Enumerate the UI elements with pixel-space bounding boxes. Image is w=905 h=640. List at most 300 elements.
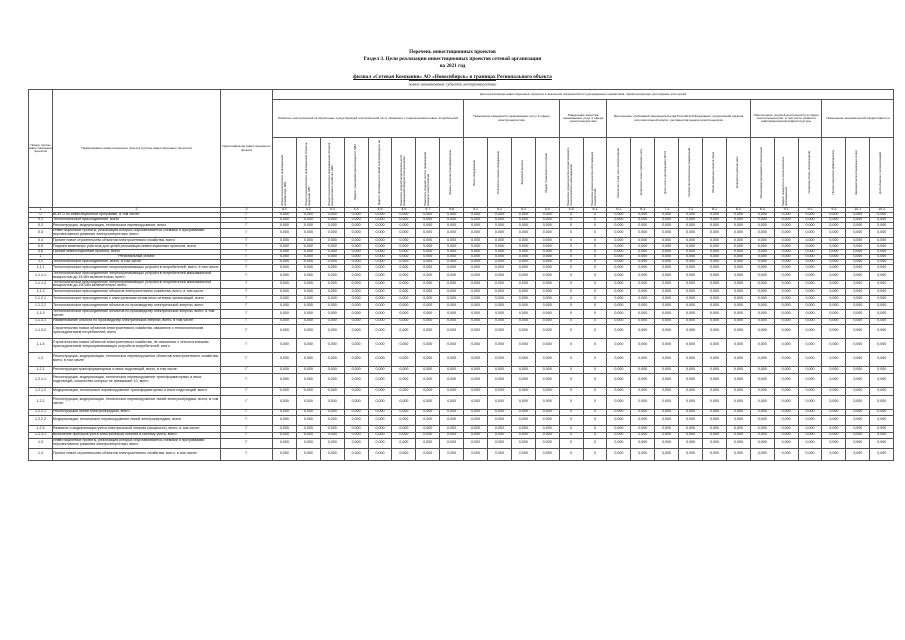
row-value: 0,000 (488, 395, 512, 409)
row-value: 0 (583, 272, 607, 281)
row-value: 0,000 (846, 265, 870, 272)
row-value: 0,000 (320, 303, 344, 310)
col-sub-header (368, 138, 392, 208)
col-sub-header-label: Индекс технического состояния (544, 152, 548, 193)
row-value: 0,000 (320, 448, 344, 460)
row-value: 0,000 (416, 229, 440, 238)
row-value: 0 (583, 338, 607, 352)
row-value: 0,000 (655, 244, 679, 250)
col-number: 5.5 (559, 208, 583, 213)
row-value: 0 (559, 229, 583, 238)
row-name: Покупка земельных участков для целей реализации инвестиционных проектов, всего (53, 244, 221, 250)
col-number: 4.5 (368, 208, 392, 213)
row-value: 0,000 (273, 260, 297, 265)
row-identifier: Г (221, 415, 273, 425)
row-value: 0,000 (273, 238, 297, 244)
row-value: 0,000 (392, 255, 416, 260)
row-value: 0,000 (846, 289, 870, 296)
row-value: 0,000 (488, 272, 512, 281)
row-value: 0,000 (726, 395, 750, 409)
row-value: 0,000 (488, 218, 512, 223)
row-value: 0,000 (679, 289, 703, 296)
row-value: 0,000 (679, 387, 703, 395)
row-value: 0,000 (822, 244, 846, 250)
col-sub-header-label: Износ оборудования (473, 159, 477, 186)
row-value: 0,000 (440, 223, 464, 229)
row-value: 0,000 (679, 310, 703, 319)
row-code: 1.2.1.1 (29, 373, 53, 387)
row-value: 0,000 (416, 280, 440, 289)
row-name: Включение приборов учета электрической энергии в систему учета, всего (53, 432, 221, 438)
col-sub-header (559, 138, 583, 208)
row-identifier: Г (221, 255, 273, 260)
row-value: 0,000 (535, 352, 559, 366)
row-value: 0,000 (273, 213, 297, 218)
row-name: Строительство новых объектов электросетевого хозяйства, связанное с технологическим присоединением потребителей, всего (53, 324, 221, 338)
col-number: 5.4 (535, 208, 559, 213)
row-value: 0,000 (392, 373, 416, 387)
row-value: 0,000 (703, 296, 727, 303)
row-value: 0,000 (870, 255, 894, 260)
row-value: 0,000 (511, 318, 535, 324)
row-value: 0,000 (488, 387, 512, 395)
row-value: 0,000 (679, 303, 703, 310)
row-value: 0,000 (679, 415, 703, 425)
row-value: 0,000 (320, 255, 344, 260)
row-identifier: Г (221, 260, 273, 265)
row-value: 0,000 (464, 296, 488, 303)
row-value: 0,000 (798, 448, 822, 460)
row-value: 0,000 (655, 415, 679, 425)
row-value: 0,000 (607, 265, 631, 272)
row-value: 0,000 (750, 310, 774, 319)
row-value: 0,000 (368, 366, 392, 373)
row-value: 0,000 (655, 213, 679, 218)
row-value: 0,000 (631, 425, 655, 432)
row-value: 0,000 (392, 244, 416, 250)
row-value: 0,000 (416, 289, 440, 296)
row-value: 0,000 (750, 387, 774, 395)
row-identifier: Г (221, 289, 273, 296)
row-value: 0,000 (535, 218, 559, 223)
row-value: 0 (559, 352, 583, 366)
row-value: 0,000 (296, 373, 320, 387)
row-value: 0,000 (726, 310, 750, 319)
row-value: 0,000 (703, 409, 727, 415)
col-group-header: Повышение надежности оказываемых услуг в сфере электроэнергетики (464, 100, 560, 138)
row-value: 0,000 (368, 223, 392, 229)
row-value: 0 (583, 250, 607, 255)
row-value: 0,000 (870, 425, 894, 432)
row-value: 0,000 (488, 260, 512, 265)
col-sub-header-label: Доля объектов с автоматизацией (879, 151, 883, 194)
col-number: 10.2 (870, 208, 894, 213)
row-value: 0,000 (344, 395, 368, 409)
row-value: 0,000 (392, 409, 416, 415)
row-value: 0,000 (870, 218, 894, 223)
row-value: 0,000 (750, 238, 774, 244)
row-value: 0,000 (488, 223, 512, 229)
col-number: 6.3 (631, 208, 655, 213)
row-value: 0,000 (416, 296, 440, 303)
row-value: 0,000 (798, 265, 822, 272)
row-value: 0,000 (368, 303, 392, 310)
row-value: 0 (559, 338, 583, 352)
row-identifier: Г (221, 223, 273, 229)
row-value: 0,000 (870, 272, 894, 281)
row-value: 0,000 (416, 272, 440, 281)
row-value: 0,000 (750, 213, 774, 218)
row-value: 0,000 (679, 448, 703, 460)
row-value: 0,000 (511, 373, 535, 387)
row-value: 0,000 (726, 244, 750, 250)
row-identifier: Г (221, 272, 273, 281)
row-value: 0,000 (296, 425, 320, 432)
table-row (29, 324, 894, 338)
row-value: 0,000 (774, 238, 798, 244)
row-identifier: Г (221, 303, 273, 310)
row-value: 0,000 (750, 260, 774, 265)
row-value: 0,000 (344, 244, 368, 250)
row-value: 0,000 (822, 265, 846, 272)
row-value: 0,000 (846, 448, 870, 460)
row-value: 0,000 (870, 318, 894, 324)
row-value: 0,000 (296, 338, 320, 352)
row-value: 0,000 (846, 366, 870, 373)
row-value: 0,000 (344, 289, 368, 296)
row-value: 0,000 (273, 352, 297, 366)
row-value: 0,000 (798, 373, 822, 387)
row-value: 0,000 (464, 303, 488, 310)
row-value: 0,000 (488, 373, 512, 387)
row-value: 0,000 (320, 425, 344, 432)
row-value: 0,000 (870, 289, 894, 296)
row-value: 0 (559, 218, 583, 223)
row-value: 0 (559, 280, 583, 289)
row-value: 0,000 (488, 280, 512, 289)
table-row (29, 366, 894, 373)
row-identifier: Г (221, 425, 273, 432)
row-value: 0,000 (464, 250, 488, 255)
row-identifier: Г (221, 387, 273, 395)
row-value: 0,000 (703, 260, 727, 265)
row-value: 0,000 (631, 238, 655, 244)
row-value: 0,000 (750, 223, 774, 229)
row-value: 0,000 (631, 366, 655, 373)
row-value: 0,000 (655, 366, 679, 373)
row-identifier: Г (221, 296, 273, 303)
row-value: 0,000 (607, 387, 631, 395)
row-value: 0 (583, 373, 607, 387)
row-value: 0,000 (607, 289, 631, 296)
row-value: 0,000 (703, 255, 727, 260)
row-value: 0,000 (846, 432, 870, 438)
row-value: 0,000 (607, 213, 631, 218)
row-value: 0,000 (320, 432, 344, 438)
row-value: 0,000 (440, 409, 464, 415)
row-value: 0,000 (798, 409, 822, 415)
row-value: 0,000 (320, 218, 344, 223)
row-value: 0,000 (798, 338, 822, 352)
row-value: 0,000 (750, 438, 774, 448)
row-value: 0,000 (488, 425, 512, 432)
row-value: 0,000 (726, 318, 750, 324)
row-value: 0,000 (798, 238, 822, 244)
row-value: 0,000 (726, 373, 750, 387)
row-value: 0,000 (440, 272, 464, 281)
row-value: 0,000 (392, 387, 416, 395)
col-sub-header-label: Прирост протяженности линий электропередачи, км (377, 139, 381, 206)
row-value: 0,000 (631, 387, 655, 395)
row-value: 0,000 (798, 366, 822, 373)
row-value: 0,000 (798, 395, 822, 409)
row-value: 0,000 (344, 352, 368, 366)
row-identifier: Г (221, 218, 273, 223)
row-code: 1.2.3 (29, 425, 53, 432)
row-value: 0,000 (631, 223, 655, 229)
row-value: 0,000 (416, 395, 440, 409)
col-sub-header (320, 138, 344, 208)
row-value: 0,000 (655, 409, 679, 415)
row-value: 0,000 (822, 324, 846, 338)
row-value: 0,000 (703, 213, 727, 218)
row-value: 0,000 (846, 373, 870, 387)
row-value: 0,000 (679, 272, 703, 281)
row-value: 0,000 (607, 310, 631, 319)
row-value: 0,000 (726, 289, 750, 296)
row-value: 0,000 (774, 448, 798, 460)
row-code: 1.1.4 (29, 338, 53, 352)
row-value: 0,000 (464, 324, 488, 338)
row-value: 0,000 (368, 272, 392, 281)
row-value: 0,000 (798, 415, 822, 425)
row-value: 0,000 (368, 415, 392, 425)
row-value: 0,000 (344, 448, 368, 460)
row-value: 0,000 (870, 213, 894, 218)
row-value: 0,000 (392, 229, 416, 238)
row-value: 0,000 (798, 218, 822, 223)
row-value: 0,000 (416, 366, 440, 373)
row-value: 0,000 (774, 324, 798, 338)
row-value: 0,000 (464, 280, 488, 289)
row-value: 0,000 (440, 250, 464, 255)
row-value: 0,000 (344, 229, 368, 238)
row-code: 1.1.2.1 (29, 296, 53, 303)
row-value: 0,000 (535, 280, 559, 289)
row-value: 0,000 (655, 265, 679, 272)
row-value: 0,000 (511, 438, 535, 448)
organization-caption: полное наименование субъекта электроэнергетики (408, 81, 497, 86)
row-value: 0,000 (631, 265, 655, 272)
row-value: 0,000 (320, 415, 344, 425)
row-value: 0,000 (296, 415, 320, 425)
row-value: 0,000 (320, 338, 344, 352)
row-value: 0,000 (392, 260, 416, 265)
row-value: 0 (583, 324, 607, 338)
row-name: Технологическое присоединение энергопринимающих устройств потребителей, всего, в том числе: (53, 265, 221, 272)
row-value: 0,000 (655, 338, 679, 352)
row-value: 0 (583, 255, 607, 260)
row-value: 0,000 (488, 318, 512, 324)
row-value: 0,000 (320, 387, 344, 395)
row-value: 0,000 (607, 373, 631, 387)
row-identifier: Г (221, 338, 273, 352)
row-value: 0,000 (296, 352, 320, 366)
row-code: 0.1 (29, 218, 53, 223)
col-group-header: Обеспечение текущей деятельности в сфере электроэнергетики, в том числе развитие информационной инфраструктуры (750, 100, 822, 138)
row-value: 0,000 (798, 272, 822, 281)
row-code: 1.2.1 (29, 366, 53, 373)
row-value: 0,000 (440, 213, 464, 218)
row-identifier: Г (221, 265, 273, 272)
col-sub-header-label: Показатель средней продолжительности прекращений передачи электроэнергии (400, 154, 406, 206)
row-value: 0,000 (535, 324, 559, 338)
col-group-header: Повышение качества оказываемых услуг в сфере электроэнергетики (559, 100, 607, 138)
row-value: 0,000 (726, 238, 750, 244)
row-value: 0,000 (488, 255, 512, 260)
row-value: 0,000 (870, 432, 894, 438)
document-year: на 2021 год (439, 63, 466, 69)
row-value: 0,000 (822, 438, 846, 448)
row-value: 0,000 (774, 303, 798, 310)
col-sub-header (416, 138, 440, 208)
row-value: 0,000 (870, 244, 894, 250)
row-value: 0,000 (774, 250, 798, 255)
row-value: 0,000 (703, 338, 727, 352)
row-value: 0,000 (488, 296, 512, 303)
row-value: 0,000 (655, 255, 679, 260)
row-value: 0,000 (870, 409, 894, 415)
col-sub-header (296, 138, 320, 208)
row-value: 0,000 (488, 324, 512, 338)
row-value: 0,000 (440, 244, 464, 250)
row-value: 0,000 (846, 223, 870, 229)
row-value: 0,000 (631, 324, 655, 338)
row-value: 0,000 (750, 425, 774, 432)
row-value: 0,000 (535, 229, 559, 238)
row-value: 0,000 (822, 229, 846, 238)
row-value: 0,000 (822, 260, 846, 265)
row-code: 0.3 (29, 229, 53, 238)
row-code: 1.2.3.1 (29, 432, 53, 438)
row-value: 0,000 (726, 324, 750, 338)
row-name: Реконструкция линий электропередачи, всего (53, 409, 221, 415)
col-sub-header-label: Снижение потерь электроэнергии (807, 151, 811, 194)
row-name: Прочее новое строительство объектов электросетевого хозяйства, всего, в том числе: (53, 448, 221, 460)
row-value: 0,000 (655, 318, 679, 324)
row-value: 0,000 (296, 238, 320, 244)
row-value: 0,000 (416, 213, 440, 218)
row-value: 0 (559, 415, 583, 425)
row-value: 0,000 (822, 395, 846, 409)
table-row (29, 310, 894, 319)
row-identifier: Г (221, 238, 273, 244)
row-value: 0,000 (464, 213, 488, 218)
row-value: 0,000 (774, 409, 798, 415)
row-name: Технологическое присоединение, всего, в том числе: (53, 260, 221, 265)
row-value: 0,000 (511, 260, 535, 265)
row-value: 0,000 (368, 425, 392, 432)
row-value: 0,000 (368, 318, 392, 324)
row-value: 0,000 (464, 373, 488, 387)
row-value: 0,000 (631, 409, 655, 415)
row-value: 0,000 (440, 303, 464, 310)
col-header-goals: Цели реализации инвестиционных проектов в значениях показателей из утвержденных нормативов, характеризующих достижение этих целей (273, 90, 894, 100)
row-value: 0,000 (703, 373, 727, 387)
document-section: Раздел 3. Цели реализации инвестиционных проектов сетевой организации (363, 56, 542, 62)
row-value: 0,000 (344, 260, 368, 265)
row-value: 0,000 (774, 432, 798, 438)
row-value: 0,000 (631, 395, 655, 409)
col-sub-header (726, 138, 750, 208)
row-value: 0 (583, 395, 607, 409)
row-value: 0,000 (440, 229, 464, 238)
row-value: 0,000 (750, 415, 774, 425)
row-value: 0,000 (798, 296, 822, 303)
row-value: 0,000 (703, 265, 727, 272)
row-value: 0,000 (774, 352, 798, 366)
row-value: 0,000 (368, 255, 392, 260)
row-value: 0,000 (511, 448, 535, 460)
row-value: 0,000 (511, 387, 535, 395)
row-value: 0,000 (344, 366, 368, 373)
row-value: 0,000 (726, 415, 750, 425)
row-value: 0 (559, 250, 583, 255)
row-value: 0,000 (726, 272, 750, 281)
row-value: 0 (583, 387, 607, 395)
row-value: 0,000 (703, 387, 727, 395)
col-number: 4.1 (273, 208, 297, 213)
row-value: 0,000 (344, 324, 368, 338)
row-value: 0,000 (273, 415, 297, 425)
row-value: 0,000 (368, 250, 392, 255)
row-value: 0,000 (392, 303, 416, 310)
row-value: 0,000 (320, 229, 344, 238)
col-number: 4.3 (320, 208, 344, 213)
row-value: 0,000 (296, 409, 320, 415)
row-value: 0,000 (464, 272, 488, 281)
row-value: 0,000 (607, 255, 631, 260)
row-value: 0,000 (320, 260, 344, 265)
row-value: 0,000 (440, 373, 464, 387)
col-number: 8.1 (703, 208, 727, 213)
row-value: 0,000 (488, 366, 512, 373)
col-sub-header (655, 138, 679, 208)
row-value: 0,000 (416, 265, 440, 272)
row-value: 0,000 (726, 352, 750, 366)
row-value: 0,000 (798, 250, 822, 255)
row-value: 0,000 (511, 250, 535, 255)
row-value: 0,000 (488, 415, 512, 425)
row-value: 0,000 (440, 255, 464, 260)
table-row (29, 272, 894, 281)
row-value: 0,000 (535, 238, 559, 244)
row-code: 1.1.2.2 (29, 303, 53, 310)
col-number: 4.4 (344, 208, 368, 213)
row-value: 0,000 (392, 366, 416, 373)
row-value: 0,000 (726, 338, 750, 352)
row-value: 0,000 (296, 260, 320, 265)
row-value: 0,000 (273, 218, 297, 223)
row-value: 0 (559, 425, 583, 432)
row-name: Реконструкция, модернизация, техническое перевооружение, всего (53, 223, 221, 229)
row-value: 0,000 (535, 255, 559, 260)
row-value: 0,000 (464, 425, 488, 432)
row-value: 0,000 (679, 432, 703, 438)
row-value: 0,000 (631, 318, 655, 324)
row-value: 0,000 (679, 213, 703, 218)
col-sub-header (679, 138, 703, 208)
